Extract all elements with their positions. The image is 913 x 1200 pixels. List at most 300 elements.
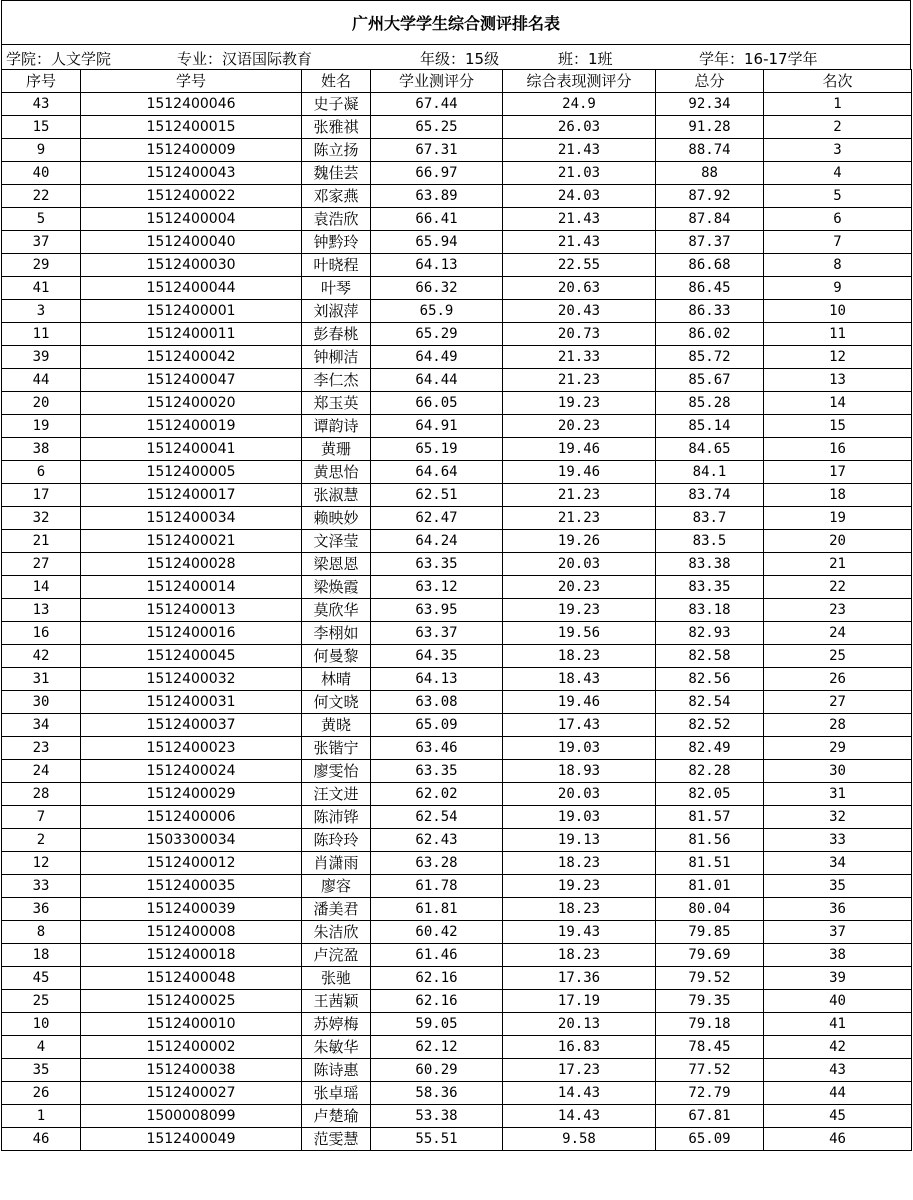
table-row [2, 346, 912, 369]
index-cell: 43 [2, 93, 81, 116]
table-row [2, 990, 912, 1013]
rank-cell: 9 [764, 277, 912, 300]
performance-score-cell: 18.23 [503, 852, 656, 875]
total-score-cell: 77.52 [656, 1059, 764, 1082]
rank-cell: 22 [764, 576, 912, 599]
student-id-cell: 1512400024 [81, 760, 302, 783]
student-id-cell: 1512400011 [81, 323, 302, 346]
academic-score-cell: 63.37 [371, 622, 503, 645]
performance-score-cell: 20.23 [503, 576, 656, 599]
rank-cell: 28 [764, 714, 912, 737]
student-id-cell: 1512400009 [81, 139, 302, 162]
table-row [2, 530, 912, 553]
performance-score-cell: 18.23 [503, 898, 656, 921]
table-row [2, 231, 912, 254]
index-cell: 10 [2, 1013, 81, 1036]
academic-score-cell: 60.29 [371, 1059, 503, 1082]
total-score-cell: 82.54 [656, 691, 764, 714]
index-cell: 6 [2, 461, 81, 484]
index-cell: 16 [2, 622, 81, 645]
total-score-cell: 84.1 [656, 461, 764, 484]
rank-cell: 24 [764, 622, 912, 645]
rank-cell: 29 [764, 737, 912, 760]
student-id-cell: 1512400013 [81, 599, 302, 622]
academic-score-cell: 63.95 [371, 599, 503, 622]
academic-score-cell: 66.05 [371, 392, 503, 415]
academic-score-cell: 64.13 [371, 254, 503, 277]
rank-cell: 8 [764, 254, 912, 277]
index-cell: 20 [2, 392, 81, 415]
table-row [2, 898, 912, 921]
rank-cell: 18 [764, 484, 912, 507]
performance-score-cell: 24.03 [503, 185, 656, 208]
academic-score-cell: 63.35 [371, 760, 503, 783]
total-score-cell: 79.52 [656, 967, 764, 990]
performance-score-cell: 20.13 [503, 1013, 656, 1036]
academic-score-cell: 65.09 [371, 714, 503, 737]
academic-score-cell: 67.44 [371, 93, 503, 116]
rank-cell: 36 [764, 898, 912, 921]
academic-score-cell: 64.13 [371, 668, 503, 691]
total-score-cell: 82.49 [656, 737, 764, 760]
rank-cell: 43 [764, 1059, 912, 1082]
total-score-cell: 85.28 [656, 392, 764, 415]
col-header-index: 序号 [2, 70, 81, 93]
name-cell: 张淑慧 [302, 484, 371, 507]
index-cell: 27 [2, 553, 81, 576]
table-row [2, 484, 912, 507]
index-cell: 21 [2, 530, 81, 553]
performance-score-cell: 19.43 [503, 921, 656, 944]
performance-score-cell: 19.23 [503, 599, 656, 622]
table-row [2, 1128, 912, 1151]
table-row [2, 1036, 912, 1059]
table-row [2, 461, 912, 484]
performance-score-cell: 19.46 [503, 461, 656, 484]
total-score-cell: 88.74 [656, 139, 764, 162]
name-cell: 郑玉英 [302, 392, 371, 415]
rank-cell: 42 [764, 1036, 912, 1059]
academic-score-cell: 63.46 [371, 737, 503, 760]
info-row [1, 44, 911, 69]
student-id-cell: 1512400025 [81, 990, 302, 1013]
total-score-cell: 87.37 [656, 231, 764, 254]
name-cell: 廖雯怡 [302, 760, 371, 783]
performance-score-cell: 19.26 [503, 530, 656, 553]
name-cell: 魏佳芸 [302, 162, 371, 185]
total-score-cell: 84.65 [656, 438, 764, 461]
academic-score-cell: 63.35 [371, 553, 503, 576]
index-cell: 17 [2, 484, 81, 507]
total-score-cell: 86.02 [656, 323, 764, 346]
academic-score-cell: 62.12 [371, 1036, 503, 1059]
index-cell: 19 [2, 415, 81, 438]
total-score-cell: 67.81 [656, 1105, 764, 1128]
academic-score-cell: 64.24 [371, 530, 503, 553]
student-id-cell: 1512400049 [81, 1128, 302, 1151]
academic-score-cell: 62.16 [371, 990, 503, 1013]
academic-score-cell: 62.51 [371, 484, 503, 507]
table-row [2, 139, 912, 162]
table-row [2, 1105, 912, 1128]
performance-score-cell: 21.23 [503, 369, 656, 392]
index-cell: 45 [2, 967, 81, 990]
name-cell: 卢浣盈 [302, 944, 371, 967]
rank-cell: 31 [764, 783, 912, 806]
rank-cell: 44 [764, 1082, 912, 1105]
name-cell: 肖潇雨 [302, 852, 371, 875]
name-cell: 王茜颖 [302, 990, 371, 1013]
index-cell: 41 [2, 277, 81, 300]
rank-cell: 21 [764, 553, 912, 576]
performance-score-cell: 21.23 [503, 484, 656, 507]
performance-score-cell: 20.23 [503, 415, 656, 438]
performance-score-cell: 20.03 [503, 783, 656, 806]
index-cell: 2 [2, 829, 81, 852]
rank-cell: 19 [764, 507, 912, 530]
table-row [2, 323, 912, 346]
rank-cell: 7 [764, 231, 912, 254]
grade-label: 年级：15级 [420, 50, 500, 68]
student-id-cell: 1512400042 [81, 346, 302, 369]
student-id-cell: 1512400017 [81, 484, 302, 507]
academic-score-cell: 53.38 [371, 1105, 503, 1128]
student-id-cell: 1512400038 [81, 1059, 302, 1082]
name-cell: 叶晓程 [302, 254, 371, 277]
performance-score-cell: 21.33 [503, 346, 656, 369]
table-row [2, 438, 912, 461]
performance-score-cell: 18.93 [503, 760, 656, 783]
name-cell: 梁焕霞 [302, 576, 371, 599]
total-score-cell: 79.35 [656, 990, 764, 1013]
performance-score-cell: 20.73 [503, 323, 656, 346]
academic-score-cell: 65.94 [371, 231, 503, 254]
name-cell: 廖容 [302, 875, 371, 898]
col-header-total: 总分 [656, 70, 764, 93]
total-score-cell: 65.09 [656, 1128, 764, 1151]
student-id-cell: 1512400010 [81, 1013, 302, 1036]
academic-score-cell: 62.47 [371, 507, 503, 530]
rank-cell: 17 [764, 461, 912, 484]
rank-cell: 33 [764, 829, 912, 852]
col-header-name: 姓名 [302, 70, 371, 93]
table-row [2, 599, 912, 622]
student-id-cell: 1512400022 [81, 185, 302, 208]
total-score-cell: 82.93 [656, 622, 764, 645]
rank-cell: 14 [764, 392, 912, 415]
name-cell: 朱洁欣 [302, 921, 371, 944]
index-cell: 39 [2, 346, 81, 369]
academic-score-cell: 58.36 [371, 1082, 503, 1105]
class-label: 班：1班 [558, 50, 613, 68]
index-cell: 26 [2, 1082, 81, 1105]
name-cell: 朱敏华 [302, 1036, 371, 1059]
student-id-cell: 1512400039 [81, 898, 302, 921]
academic-score-cell: 64.35 [371, 645, 503, 668]
performance-score-cell: 20.63 [503, 277, 656, 300]
performance-score-cell: 14.43 [503, 1082, 656, 1105]
table-row [2, 93, 912, 116]
total-score-cell: 92.34 [656, 93, 764, 116]
academic-score-cell: 63.28 [371, 852, 503, 875]
total-score-cell: 79.85 [656, 921, 764, 944]
table-row [2, 622, 912, 645]
total-score-cell: 82.58 [656, 645, 764, 668]
performance-score-cell: 18.43 [503, 668, 656, 691]
student-id-cell: 1512400047 [81, 369, 302, 392]
performance-score-cell: 18.23 [503, 645, 656, 668]
name-cell: 何文晓 [302, 691, 371, 714]
table-row [2, 1082, 912, 1105]
performance-score-cell: 22.55 [503, 254, 656, 277]
academic-score-cell: 62.54 [371, 806, 503, 829]
student-id-cell: 1512400034 [81, 507, 302, 530]
academic-score-cell: 65.29 [371, 323, 503, 346]
table-row [2, 369, 912, 392]
total-score-cell: 85.14 [656, 415, 764, 438]
index-cell: 4 [2, 1036, 81, 1059]
performance-score-cell: 19.46 [503, 691, 656, 714]
student-id-cell: 1512400018 [81, 944, 302, 967]
index-cell: 18 [2, 944, 81, 967]
name-cell: 何曼黎 [302, 645, 371, 668]
table-row [2, 852, 912, 875]
rank-cell: 27 [764, 691, 912, 714]
performance-score-cell: 19.56 [503, 622, 656, 645]
performance-score-cell: 17.43 [503, 714, 656, 737]
table-row [2, 507, 912, 530]
student-id-cell: 1512400046 [81, 93, 302, 116]
index-cell: 36 [2, 898, 81, 921]
total-score-cell: 81.01 [656, 875, 764, 898]
performance-score-cell: 21.23 [503, 507, 656, 530]
table-row [2, 645, 912, 668]
student-id-cell: 1512400019 [81, 415, 302, 438]
table-row [2, 1059, 912, 1082]
academic-score-cell: 67.31 [371, 139, 503, 162]
student-id-cell: 1512400015 [81, 116, 302, 139]
performance-score-cell: 24.9 [503, 93, 656, 116]
table-row [2, 921, 912, 944]
academic-score-cell: 60.42 [371, 921, 503, 944]
academic-score-cell: 64.49 [371, 346, 503, 369]
index-cell: 28 [2, 783, 81, 806]
performance-score-cell: 19.23 [503, 875, 656, 898]
college-label: 学院：人文学院 [6, 50, 112, 68]
table-row [2, 760, 912, 783]
index-cell: 44 [2, 369, 81, 392]
index-cell: 33 [2, 875, 81, 898]
index-cell: 38 [2, 438, 81, 461]
total-score-cell: 81.56 [656, 829, 764, 852]
student-id-cell: 1503300034 [81, 829, 302, 852]
student-id-cell: 1512400016 [81, 622, 302, 645]
student-id-cell: 1512400006 [81, 806, 302, 829]
name-cell: 梁恩恩 [302, 553, 371, 576]
total-score-cell: 82.56 [656, 668, 764, 691]
rank-cell: 13 [764, 369, 912, 392]
rank-cell: 45 [764, 1105, 912, 1128]
performance-score-cell: 21.43 [503, 231, 656, 254]
performance-score-cell: 26.03 [503, 116, 656, 139]
total-score-cell: 85.67 [656, 369, 764, 392]
rank-cell: 26 [764, 668, 912, 691]
academic-score-cell: 66.97 [371, 162, 503, 185]
index-cell: 29 [2, 254, 81, 277]
index-cell: 37 [2, 231, 81, 254]
academic-score-cell: 64.91 [371, 415, 503, 438]
total-score-cell: 83.35 [656, 576, 764, 599]
student-id-cell: 1512400001 [81, 300, 302, 323]
student-id-cell: 1512400005 [81, 461, 302, 484]
total-score-cell: 86.45 [656, 277, 764, 300]
index-cell: 30 [2, 691, 81, 714]
performance-score-cell: 21.43 [503, 139, 656, 162]
academic-score-cell: 64.44 [371, 369, 503, 392]
table-row [2, 691, 912, 714]
total-score-cell: 80.04 [656, 898, 764, 921]
rank-cell: 40 [764, 990, 912, 1013]
total-score-cell: 85.72 [656, 346, 764, 369]
table-row [2, 392, 912, 415]
name-cell: 黄珊 [302, 438, 371, 461]
index-cell: 1 [2, 1105, 81, 1128]
total-score-cell: 82.52 [656, 714, 764, 737]
total-score-cell: 82.05 [656, 783, 764, 806]
academic-score-cell: 61.46 [371, 944, 503, 967]
rank-cell: 20 [764, 530, 912, 553]
performance-score-cell: 9.58 [503, 1128, 656, 1151]
total-score-cell: 87.92 [656, 185, 764, 208]
name-cell: 莫欣华 [302, 599, 371, 622]
rank-cell: 39 [764, 967, 912, 990]
total-score-cell: 83.74 [656, 484, 764, 507]
rank-cell: 16 [764, 438, 912, 461]
table-row [2, 576, 912, 599]
total-score-cell: 82.28 [656, 760, 764, 783]
table-row [2, 254, 912, 277]
rank-cell: 6 [764, 208, 912, 231]
student-id-cell: 1512400029 [81, 783, 302, 806]
index-cell: 22 [2, 185, 81, 208]
index-cell: 12 [2, 852, 81, 875]
student-id-cell: 1512400027 [81, 1082, 302, 1105]
student-id-cell: 1512400004 [81, 208, 302, 231]
table-row [2, 162, 912, 185]
performance-score-cell: 21.03 [503, 162, 656, 185]
name-cell: 刘淑萍 [302, 300, 371, 323]
table-row [2, 300, 912, 323]
index-cell: 40 [2, 162, 81, 185]
performance-score-cell: 20.43 [503, 300, 656, 323]
rank-cell: 10 [764, 300, 912, 323]
major-label: 专业：汉语国际教育 [177, 50, 313, 68]
index-cell: 7 [2, 806, 81, 829]
table-row [2, 185, 912, 208]
table-row [2, 714, 912, 737]
student-id-cell: 1512400028 [81, 553, 302, 576]
table-row [2, 783, 912, 806]
col-header-performance-score: 综合表现测评分 [503, 70, 656, 93]
performance-score-cell: 19.03 [503, 737, 656, 760]
name-cell: 黄晓 [302, 714, 371, 737]
name-cell: 谭韵诗 [302, 415, 371, 438]
name-cell: 李栩如 [302, 622, 371, 645]
total-score-cell: 79.69 [656, 944, 764, 967]
index-cell: 31 [2, 668, 81, 691]
student-id-cell: 1512400045 [81, 645, 302, 668]
academic-score-cell: 59.05 [371, 1013, 503, 1036]
name-cell: 史子凝 [302, 93, 371, 116]
name-cell: 李仁杰 [302, 369, 371, 392]
student-id-cell: 1512400037 [81, 714, 302, 737]
name-cell: 黄思怡 [302, 461, 371, 484]
index-cell: 14 [2, 576, 81, 599]
student-id-cell: 1512400008 [81, 921, 302, 944]
table-row [2, 875, 912, 898]
academic-score-cell: 62.16 [371, 967, 503, 990]
name-cell: 赖映妙 [302, 507, 371, 530]
total-score-cell: 83.18 [656, 599, 764, 622]
name-cell: 林晴 [302, 668, 371, 691]
index-cell: 5 [2, 208, 81, 231]
rank-cell: 15 [764, 415, 912, 438]
name-cell: 钟柳洁 [302, 346, 371, 369]
academic-score-cell: 61.81 [371, 898, 503, 921]
student-id-cell: 1512400021 [81, 530, 302, 553]
index-cell: 46 [2, 1128, 81, 1151]
academic-score-cell: 65.25 [371, 116, 503, 139]
student-id-cell: 1512400002 [81, 1036, 302, 1059]
rank-cell: 25 [764, 645, 912, 668]
index-cell: 13 [2, 599, 81, 622]
name-cell: 文泽莹 [302, 530, 371, 553]
index-cell: 25 [2, 990, 81, 1013]
table-row [2, 277, 912, 300]
total-score-cell: 81.57 [656, 806, 764, 829]
name-cell: 陈玲玲 [302, 829, 371, 852]
performance-score-cell: 17.23 [503, 1059, 656, 1082]
academic-score-cell: 62.02 [371, 783, 503, 806]
index-cell: 32 [2, 507, 81, 530]
student-id-cell: 1512400030 [81, 254, 302, 277]
student-id-cell: 1512400044 [81, 277, 302, 300]
performance-score-cell: 19.13 [503, 829, 656, 852]
ranking-table [1, 69, 912, 1151]
name-cell: 陈立扬 [302, 139, 371, 162]
col-header-academic-score: 学业测评分 [371, 70, 503, 93]
index-cell: 8 [2, 921, 81, 944]
student-id-cell: 1512400035 [81, 875, 302, 898]
rank-cell: 12 [764, 346, 912, 369]
performance-score-cell: 16.83 [503, 1036, 656, 1059]
rank-cell: 5 [764, 185, 912, 208]
name-cell: 陈诗惠 [302, 1059, 371, 1082]
academic-score-cell: 65.19 [371, 438, 503, 461]
total-score-cell: 78.45 [656, 1036, 764, 1059]
rank-cell: 3 [764, 139, 912, 162]
table-row [2, 967, 912, 990]
index-cell: 3 [2, 300, 81, 323]
total-score-cell: 83.7 [656, 507, 764, 530]
rank-cell: 30 [764, 760, 912, 783]
name-cell: 张驰 [302, 967, 371, 990]
student-id-cell: 1512400048 [81, 967, 302, 990]
name-cell: 张雅祺 [302, 116, 371, 139]
name-cell: 彭春桃 [302, 323, 371, 346]
academic-score-cell: 63.12 [371, 576, 503, 599]
rank-cell: 23 [764, 599, 912, 622]
